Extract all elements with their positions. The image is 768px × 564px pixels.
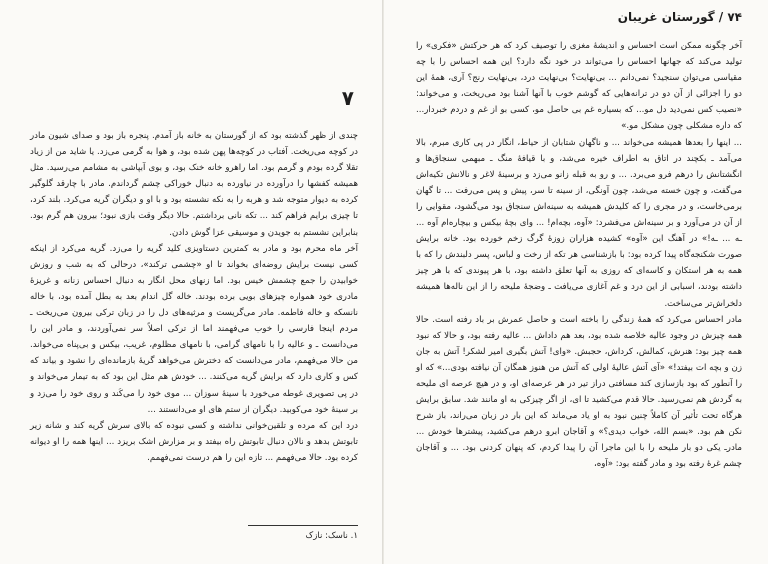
paragraph: ... اینها را بعدها همیشه می‌خواند ... و ناگهان شتابان از حیاط، انگار در پی کاری مبرم، بالا می‌آمد ـ بکچند در اتاق به اطراف خیره می‌شد، و با قیافهٔ منگ ـ مبهمی سنجاق‌ها و انگشتانش را درهم فرو می‌برد. ... و رو به قبله زانو می‌زد و برسینهٔ لاغر و نالانش تکیه‌اش می‌گفت، و چون خسته می‌شد، چون آونگی، از سینه تا سر، پیش و پس می‌رفت ... تا گهان برمی‌خاست، و در مجری را که کلیدش همیشه به سینه‌اش سنجاق بود می‌گشود، مقوایی را از آن در می‌آورد و بر سینه‌اش می‌فشرد: «آوه، بچه‌ام! ... وای بچهٔ بیکس و بیچاره‌ام آوه ... ـه ... ـه!» در آهنگ این «آوه» کشیده هزاران زوزهٔ گرگ زخم خورده بود. خانه برایش صورت شکنجه‌گاه پیدا کرده بود: با بازشناسی هر تکه از رخت و لباس، پسر دلبندش را که با همه به هر استکان و کاسه‌ای که روزی به آنها تعلق داشته بود، با هر پیوندی که با هر چیز داشته بودند، اسبابی از این درد و غم آغازی می‌یافت ـ وضجهٔ ملیحه را از این ناله‌ها همیشه دلخراش‌تر می‌ساخت. [416, 137, 742, 309]
chapter-number: ۷ [341, 86, 354, 110]
footnote-rule [248, 525, 358, 526]
right-page-body [416, 38, 742, 473]
paragraph: چندی از ظهر گذشته بود که از گورستان به خانه باز آمدم. پنجره باز بود و صدای شیون مادر در کوچه می‌ریخت. آفتاب در کوچه‌ها پهن شده بود، و هوا به گرمی می‌زد. یا شاید من از زیاد تقلا گرده بودم و گرمم بود. اما راهرو خانه خنک بود، و بوی آبپاشی به مشامم می‌رسید. مثل همیشه کفشها را درآورده در نیاورده به دنبال خوراکی چشم گرداندم. مادر با چارقد گلوگیر کرده به دیوار متوجه شد و هربه را به نکه نشسته بود و با او و دیگران گریه می‌کرد. بلند کرد، تا چیزی برایم فراهم کند ... تکه نانی برداشتم. حالا دیگر وقت بازی نبود؛ بیرون هم گرم بود. بنابراین نشستم به جویدن و موسیقی عزا گوش دادن. [30, 131, 358, 238]
footnote: ۱. ناسک: نازک [305, 531, 358, 541]
paragraph: مادر احساس می‌کرد که همهٔ زندگی را باخته است و حاصل عمرش بر باد رفته است. حالا همه چیزش در وجود عالیه خلاصه شده بود، بعد هم داداش ... عالیه رفته بود، و حالا که نبود همه چیز بود: هنرش، کمالش، کرداش، حجبش. «وای! آتش بگیری امیر لشکر! آتش به جان زن و بچه ات بیفتد!» «آی آتش عالیهٔ اولی که آتش من هنوز همگان آن نیافته بودی...» که او را آنطور که بود بازسازی کند مسافتی دراز تیر در هر عرصه‌ای او، و در هیچ عرصه ای ملیحه به گردش هم نمی‌رسید. حالا قدم می‌کشید تا ای، از اگر چیزکی به او مانند شد. سابق برایش هرگاه تحت تأثیر آن کاملاً چنین نبود به او یاد می‌ماند که این بار در زبان می‌راند، باز شرح نکن هم بود. «بسم الله، خواب دیدی؟» و آقاجان ابرو درهم می‌کشید، پیشترها خودش ... مادرـ یکی دو بار ملیحه را با این ماجرا آن را پیدا کردم، که پنهان کردنی بود. ... و آقاجان چشم غرهٔ رفته بود و مادر گفته بود: «آوه، [416, 314, 742, 470]
paragraph: آخر چگونه ممکن است احساس و اندیشهٔ مغزی را توصیف کرد که هر حرکتش «فکری» را تولید می‌کند که جهانها احساس را می‌تواند در خود نگه دارد؟ این همه احساس را با چه مقیاسی می‌توان سنجید؟ نمی‌دانم ... بی‌نهایت؟ بی‌نهایت درد، بی‌نهایت رنج؟ آری، همهٔ این دو را اجزائی از آن دو در ترانه‌هایی که گوشم خوب با آنها آشنا بود می‌ریخت، و می‌خواند: «نصیب کس نمی‌دید دل مو... که بسیاره غم بی حاصل مو، کسی بو از غم و دردم خبردار... که داره مشکلی چون مشکل مو.» [416, 41, 742, 132]
paragraph: آخر ماه محرم بود و مادر به کمترین دستاویزی کلید گریه را می‌زد. گریه می‌کرد از اینکه کسی نیست برایش روضه‌ای بخواند تا او «چشمی ترکند»، درحالی که به شب و روزش خوابیدن را جمع چشمش خیس بود. اما زنهای محل انگار به دنبال احساس زنانه و غریزهٔ مادری خود همواره چیزهای بویی برده بودند. خاله گل اندام بعد به بطل آمده بود، با خاله نانسکه و خاله فاطمه. مادر می‌گریست و مرثیه‌های دل را در زبان ترکی بیرون می‌ریخت ـ مردم اینجا فارسی را خوب می‌فهمند اما از ترکی اصلاً سر نمی‌آوردند، و مادر این را می‌دانست ـ و عالیه را با نامهای گرامی، با نامهای مظلوم، غریب، بیکس و بی‌پناه می‌خواند. من حالا می‌فهمم، مادر می‌دانست که دخترش می‌خواهد گریهٔ بازمانده‌ای را نشود و بیاند که کس و کاری دارد که برایش گریه می‌کنند. ... خودش هم مثل این بود که به تیمار می‌خواند و در پی تصویری غوطه می‌خورد با سینهٔ سوزان ... موی خود را می‌کَند و روی خود را می‌زد و بر سینهٔ خود می‌کوبید. دیگران از ستم های او می‌دانستند ... [30, 243, 358, 415]
running-head: ۷۴ / گورستان غریبان [617, 10, 742, 24]
left-page-body [30, 128, 358, 466]
right-page [384, 0, 768, 564]
paragraph: درد این که مرده و تلقین‌خوانی نداشته و کسی نبوده که بالای سرش گریه کند و شانه زیر تابوتش بدهد و نالان دنبال تابوتش راه بیفتد و بر مزارش اشک بریزد ... اینها همه را او دیوانه کرده بود. حالا می‌فهمم ... تازه این را هم درست نمی‌فهمم. [30, 420, 358, 463]
